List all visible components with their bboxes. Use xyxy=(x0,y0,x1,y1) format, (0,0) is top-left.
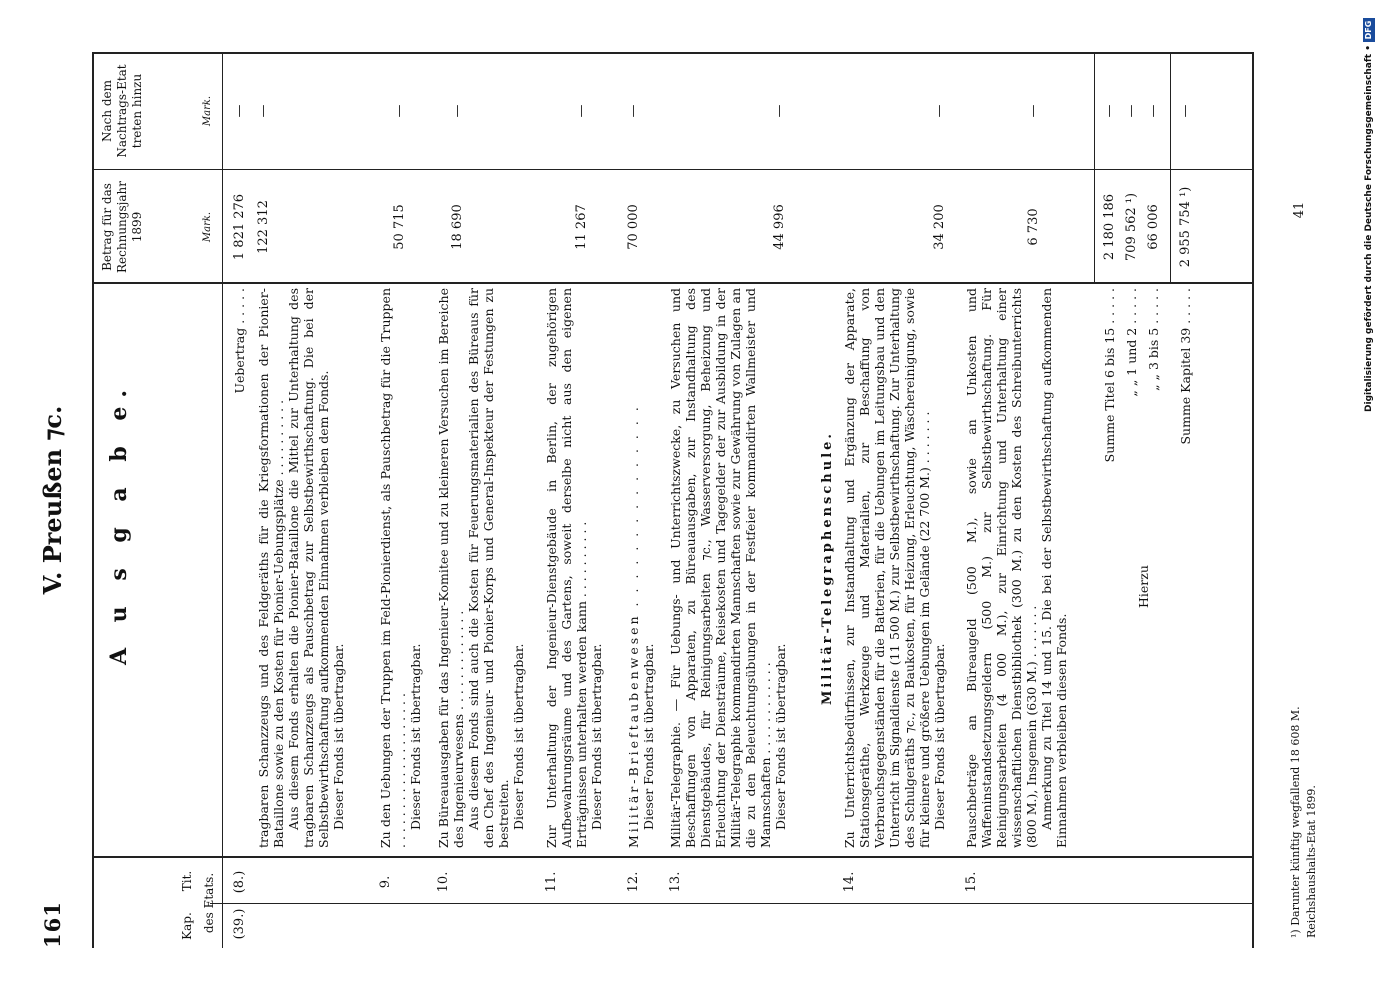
page-running-title: V. Preußen ⁊c. xyxy=(38,405,67,595)
row-nach: — xyxy=(772,104,787,118)
page-number-bottom: 41 xyxy=(1292,201,1307,219)
section-heading: Militär-Telegraphenschule. xyxy=(820,431,835,705)
row-description xyxy=(668,288,788,848)
summe-titel-nach: — xyxy=(1102,104,1117,118)
row-amount: 50 715 xyxy=(392,204,407,250)
row-tit: 15. xyxy=(964,871,979,893)
kap-label: Kap. xyxy=(180,912,194,940)
source-note: Reichshaushalts-Etat 1899. xyxy=(1305,785,1318,938)
kap-tit-rule xyxy=(210,903,1252,904)
hierzu-1-nach: — xyxy=(1124,104,1139,118)
row-amount: 34 200 xyxy=(932,204,947,250)
row-paragraph: Zur Unterhaltung der Ingenieur-Dienstgebäude in Berlin, der zugehörigen Aufbewahrungsräume und des Gartens, soweit derselbe nicht aus den eigenen Erträgnissen unterhalten werden kann . . . . . . . . . . xyxy=(544,288,589,848)
summe-titel-label: Summe Titel 6 bis 15 . . . . . xyxy=(1102,288,1117,463)
table-right-rule xyxy=(92,52,1252,54)
summe-kapitel-amount: 2 955 754 ¹) xyxy=(1178,186,1193,268)
row-nach: — xyxy=(574,104,589,118)
row-nach: — xyxy=(626,104,641,118)
row-nach: — xyxy=(1026,104,1041,118)
sum-rule-bottom xyxy=(1170,52,1171,284)
footnote: ¹) Darunter künftig wegfallend 18 608 M. xyxy=(1289,706,1302,938)
betrag-header xyxy=(100,174,218,280)
row-paragraph: Pauschbeträge an Büreaugeld (500 M.), sowie an Unkosten und Waffeninstandsetzungsgeldern (500 M.) zur Selbstbewirthschaftung. Für Reinigungsarbeiten (4 000 M.), zur Einrichtung und Unterhaltung einer wissenschaftlichen Dienstbibliothek (300 M.) zu den Kosten des Schreibunterrichts (800 M.), Insgemein (630 M.) . . . . . . . xyxy=(964,288,1039,848)
row-tit: (8.) xyxy=(232,870,247,894)
row-nach: — xyxy=(256,104,271,118)
dfg-credit-text: Digitalisierung gefördert durch die Deutsche Forschungsgemeinschaft • xyxy=(1364,45,1374,412)
row-paragraph: Dieser Fonds ist übertragbar. xyxy=(773,643,788,830)
budget-table xyxy=(92,52,1262,948)
nach-label: Nach dem Nachtrags-Etat treten hinzu xyxy=(100,64,144,158)
page-header xyxy=(0,0,92,1000)
amount-left-rule xyxy=(92,282,1252,284)
row-description xyxy=(256,288,346,848)
row-paragraph: Zu Unterrichtsbedürfnissen, zur Instandhaltung und Ergänzung der Apparate, Stationsgeräthe, Werkzeuge und Materialien, zur Beschaffung von Verbrauchsgegenständen für die Batterien, für die Uebungen im Leitungsbau und den Unterricht im Signaldienste (11 500 M.) zur Selbstbewirthschaftung. Zur Unterhaltung des Schulgeräths ⁊c., zu Baukosten, für Heizung, Erleuchtung, Wäschereinigung, sowie für kleinere und größere Uebungen im Gelände (22 700 M.) . . . . . . . xyxy=(842,288,932,848)
dfg-credit xyxy=(1362,0,1378,1000)
row-amount: 18 690 xyxy=(450,204,465,250)
hierzu-label: Hierzu xyxy=(1136,565,1151,608)
sum-rule-top xyxy=(1094,52,1095,284)
row-kap: (39.) xyxy=(232,908,247,940)
row-paragraph: Dieser Fonds ist übertragbar. xyxy=(511,643,526,830)
betrag-unit: Mark. xyxy=(202,211,213,243)
row-nach: — xyxy=(450,104,465,118)
row-paragraph: Dieser Fonds ist übertragbar. xyxy=(589,643,604,830)
row-description xyxy=(378,288,423,848)
row-nach: — xyxy=(932,104,947,118)
row-tit: 10. xyxy=(436,871,451,893)
nach-unit: Mark. xyxy=(202,95,213,127)
hierzu-2-nach: — xyxy=(1146,104,1161,118)
row-paragraph: tragbaren Schanzzeugs und des Feldgeräths für die Kriegsformationen der Pionier-Bataillone sowie zu den Kosten für Pionier-Uebungsplätze . . . . . . . . . . xyxy=(256,288,286,848)
page-number-left: 161 xyxy=(40,901,65,948)
row-amount: 6 730 xyxy=(1026,208,1041,246)
table-bottom-rule xyxy=(1252,52,1254,948)
row-amount: 11 267 xyxy=(574,204,589,250)
nach-header xyxy=(100,56,218,166)
summe-kapitel-label: Summe Kapitel 39 . . . . . xyxy=(1178,288,1193,445)
table-top-rule xyxy=(92,52,94,948)
betrag-label: Betrag für das Rechnungsjahr 1899 xyxy=(100,181,144,273)
row-paragraph: Aus diesem Fonds sind auch die Kosten für Feuerungsmaterialien des Büreaus für den Chef des Ingenieur- und Pionier-Korps und General-Inspekteur der Festungen zu bestreiten. xyxy=(466,288,511,848)
row-paragraph: Dieser Fonds ist übertragbar. xyxy=(331,643,346,830)
row-paragraph: Militär-Telegraphie. — Für Uebungs- und Unterrichtszwecke, zu Versuchen und Beschaffungen von Apparaten, zu Büreauausgaben, zur Instandhaltung des Dienstgebäudes, für Reinigungsarbeiten ⁊c., Wasserversorgung, Beheizung und Erleuchtung der Diensträume, Reisekosten und Tagegelder der zur Ausbildung in der Militär-Telegraphie kommandirten Mannschaften sowie zur Gewährung von Zulagen an die zu den Beleuchtungsübungen in der Festfeier kommandirten Wallmeister und Mannschaften . . . . . . . . . . . . xyxy=(668,288,773,848)
row-paragraph: Uebertrag . . . . . xyxy=(232,288,247,394)
kap-header xyxy=(100,904,218,948)
des-etats-header xyxy=(202,858,220,948)
hierzu-2-amount: 66 006 xyxy=(1146,204,1161,250)
row-tit: 11. xyxy=(544,871,559,893)
hierzu-2-label: „ „ 3 bis 5 . . . . . xyxy=(1146,288,1161,391)
row-paragraph: Zu Büreauausgaben für das Ingenieur-Komitee und zu kleineren Versuchen im Bereiche des Ingenieurwesens . . . . . . . . . . . . . xyxy=(436,288,466,848)
desc-left-rule xyxy=(92,856,1252,858)
row-description xyxy=(436,288,526,848)
row-nach: — xyxy=(232,104,247,118)
chapter-title: A u s g a b e. xyxy=(106,380,132,666)
row-tit: 13. xyxy=(668,871,683,893)
row-paragraph: Dieser Fonds ist übertragbar. xyxy=(408,643,423,830)
row-tit: 9. xyxy=(378,875,393,889)
row-paragraph: Anmerkung zu Titel 14 und 15. Die bei der Selbstbewirthschaftung aufkommenden Einnahmen verbleiben diesen Fonds. xyxy=(1039,288,1069,848)
row-tit: 14. xyxy=(842,871,857,893)
row-nach: — xyxy=(392,104,407,118)
row-amount: 1 821 276 xyxy=(232,193,247,261)
row-paragraph: Militär-Brieftaubenwesen . . . . . . . . . . . . . . . xyxy=(626,404,641,848)
row-amount: 70 000 xyxy=(626,204,641,250)
tit-header xyxy=(100,858,218,904)
summe-kapitel-nach: — xyxy=(1178,104,1193,118)
dfg-logo: DFG xyxy=(1363,18,1375,42)
row-description xyxy=(232,288,247,848)
amount-right-rule xyxy=(92,169,1252,170)
row-description xyxy=(626,288,656,848)
row-description xyxy=(964,288,1069,848)
row-amount: 122 312 xyxy=(256,200,271,254)
hierzu-1-label: „ „ 1 und 2 . . . . . xyxy=(1124,288,1139,397)
row-paragraph: Dieser Fonds ist übertragbar. xyxy=(932,643,947,830)
row-description xyxy=(842,288,947,848)
row-paragraph: Aus diesem Fonds erhalten die Pionier-Bataillone die Mittel zur Unterhaltung des tragbaren Schanzzeugs als Pauschbetrag zur Selbstbewirthschaftung. Die bei der Selbstbewirthschaftung aufkommenden Einnahmen verbleiben dem Fonds. xyxy=(286,288,331,848)
summe-titel-amount: 2 180 186 xyxy=(1102,193,1117,261)
header-bottom-rule xyxy=(222,52,223,948)
row-paragraph: Zu den Uebungen der Truppen im Feld-Pionierdienst, als Pauschbetrag für die Truppen . . . . . . . . . . . . . . . . . . . . xyxy=(378,288,408,848)
row-tit: 12. xyxy=(626,871,641,893)
row-paragraph: Dieser Fonds ist übertragbar. xyxy=(641,643,656,830)
des-etats-label: des Etats. xyxy=(202,872,216,934)
row-description xyxy=(544,288,604,848)
hierzu-1-amount: 709 562 ¹) xyxy=(1124,192,1139,262)
tit-label: Tit. xyxy=(180,870,194,892)
footnote-block xyxy=(1288,238,1320,938)
row-amount: 44 996 xyxy=(772,204,787,250)
